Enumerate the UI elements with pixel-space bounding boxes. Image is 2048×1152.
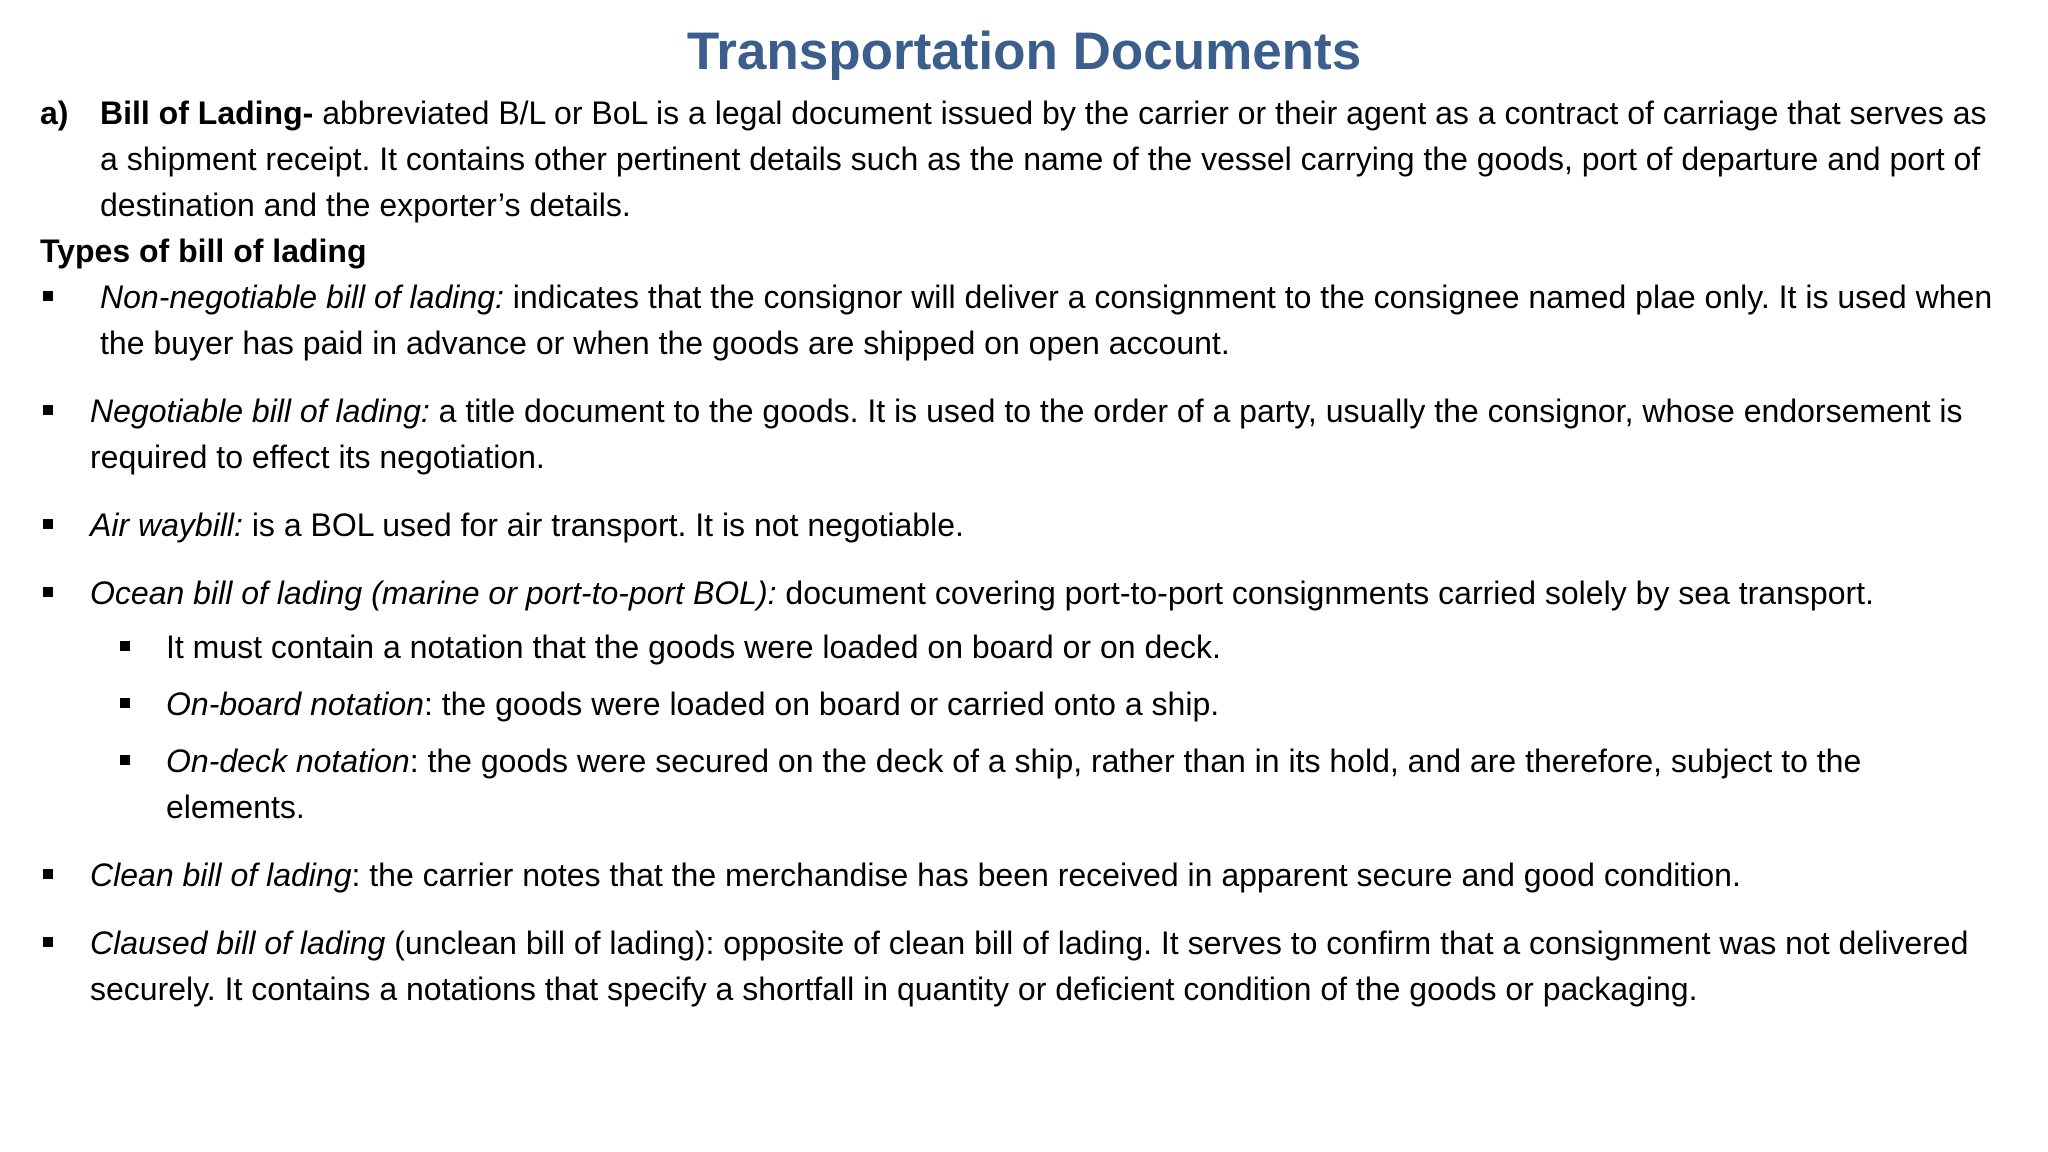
sub-item-on-deck: [90, 738, 2008, 830]
sub-text: : the goods were secured on the deck of a ship, rather than in its hold, and are therefore, subject to the elements.: [166, 743, 1862, 825]
square-bullet-icon: [43, 291, 53, 301]
bullet-text: : the carrier notes that the merchandise has been received in apparent secure and good condition.: [351, 857, 1741, 893]
bullet-term: Air waybill:: [90, 507, 243, 543]
square-bullet-icon: [43, 587, 53, 597]
square-bullet-icon: [43, 937, 53, 947]
list-item-air-waybill: [40, 502, 2008, 548]
slide-content: [40, 90, 2008, 1012]
bill-of-lading-text: abbreviated B/L or BoL is a legal document issued by the carrier or their agent as a contract of carriage that serves as a shipment receipt. It contains other pertinent details such as the name of the vessel carrying the goods, port of departure and port of destination and the exporter’s details.: [100, 95, 1987, 223]
sub-item-notation: [90, 624, 2008, 670]
bullet-term: Claused bill of lading: [90, 925, 386, 961]
square-bullet-icon: [43, 869, 53, 879]
bullet-term: Clean bill of lading: [90, 857, 352, 893]
sub-item-on-board: [90, 681, 2008, 727]
list-item-clean-bill: [40, 852, 2008, 898]
types-heading: Types of bill of lading: [40, 233, 367, 269]
sub-text: It must contain a notation that the goods were loaded on board or on deck.: [166, 629, 1221, 665]
square-bullet-icon: [120, 641, 130, 651]
square-bullet-icon: [120, 755, 130, 765]
square-bullet-icon: [120, 698, 130, 708]
bill-of-lading-term: Bill of Lading-: [100, 95, 314, 131]
list-item-claused-bill: [40, 920, 2008, 1012]
square-bullet-icon: [43, 519, 53, 529]
bullet-text: (unclean bill of lading): opposite of clean bill of lading. It serves to confirm that a consignment was not delivered securely. It contains a notations that specify a shortfall in quantity or deficient condition of the goods or packaging.: [90, 925, 1969, 1007]
bullet-term: Non-negotiable bill of lading:: [100, 279, 504, 315]
list-marker-a: a): [40, 95, 69, 131]
square-bullet-icon: [43, 405, 53, 415]
bullet-text: is a BOL used for air transport. It is not negotiable.: [242, 507, 964, 543]
bullet-term: Negotiable bill of lading:: [90, 393, 430, 429]
bullet-text: a title document to the goods. It is used to the order of a party, usually the consignor, whose endorsement is required to effect its negotiation.: [90, 393, 1963, 475]
bullet-text: document covering port-to-port consignments carried solely by sea transport.: [776, 575, 1874, 611]
sub-term: On-board notation: [166, 686, 424, 722]
sub-term: On-deck notation: [166, 743, 410, 779]
types-list: [40, 274, 2008, 1012]
sub-text: : the goods were loaded on board or carried onto a ship.: [423, 686, 1220, 722]
ocean-bill-sublist: [90, 624, 2008, 830]
bill-of-lading-definition: [40, 90, 2008, 228]
page-title: Transportation Documents: [686, 22, 1362, 81]
list-item-non-negotiable: [40, 274, 2008, 366]
bullet-term: Ocean bill of lading (marine or port-to-port BOL):: [90, 575, 777, 611]
list-item-negotiable: [40, 388, 2008, 480]
bullet-text: indicates that the consignor will deliver a consignment to the consignee named plae only. It is used when the buyer has paid in advance or when the goods are shipped on open account.: [100, 279, 1993, 361]
list-item-ocean-bill: [40, 570, 2008, 830]
